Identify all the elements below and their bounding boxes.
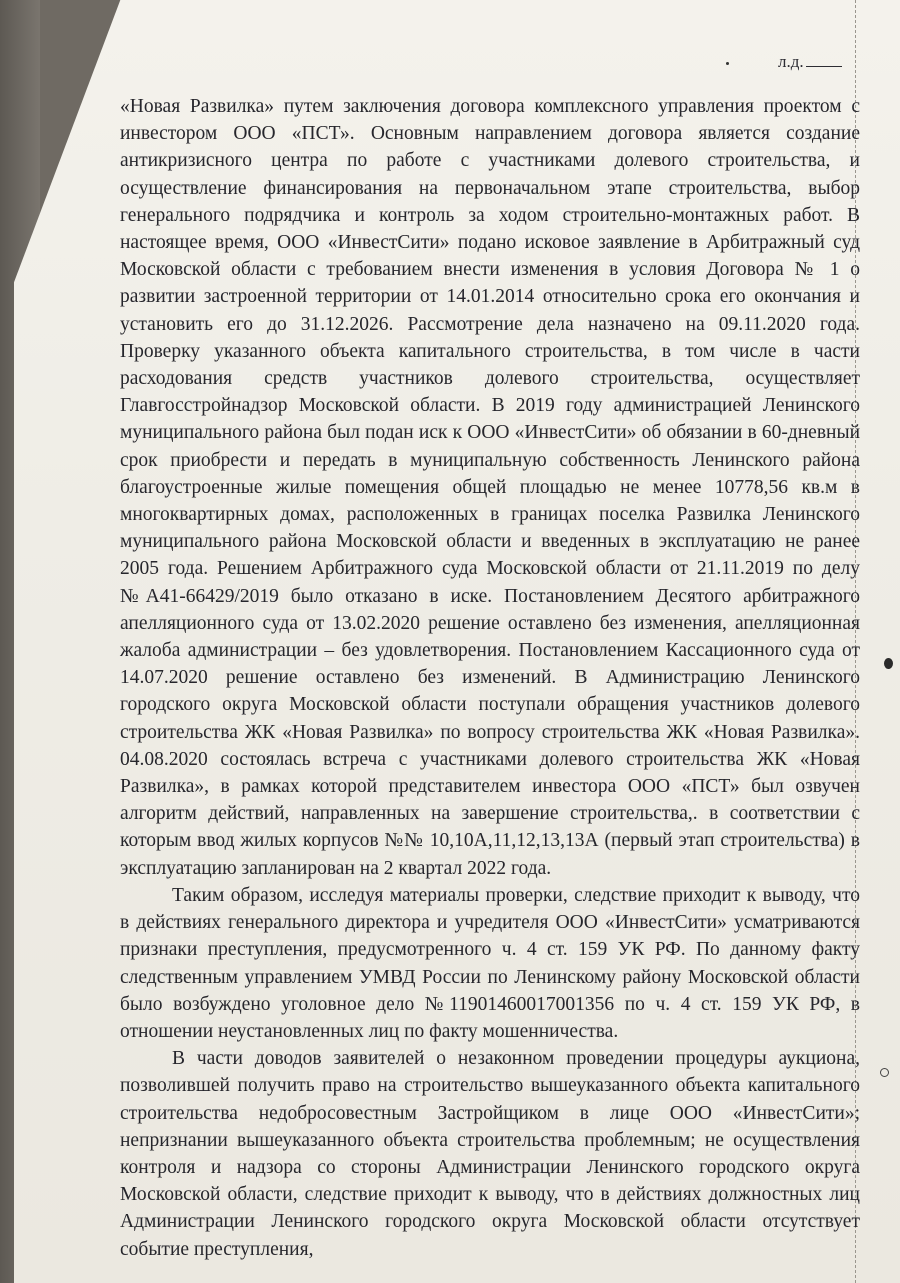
paragraph-2: Таким образом, исследуя материалы проверки, следствие приходит к выводу, что в действиях генерального директора и учредителя ООО «ИнвестСити» усматриваются признаки преступления, предусмотренного ч. 4 ст. 159 УК РФ. По данному факту следственным управлением УМВД России по Ленинскому району Московской области было возбуждено уголовное дело №11901460017001356 по ч. 4 ст. 159 УК РФ, в отношении неустановленных лиц по факту мошенничества. bbox=[120, 884, 860, 1042]
binding-hole bbox=[880, 1068, 889, 1077]
document-body bbox=[120, 93, 860, 1263]
page-number-blank bbox=[806, 66, 842, 67]
page-number-label: л.д. bbox=[778, 52, 804, 71]
paragraph-3: В части доводов заявителей о незаконном проведении процедуры аукциона, позволившей получить право на строительство вышеуказанного объекта капитального строительства недобросовестным Застройщиком в лице ООО «ИнвестСити»; непризнании вышеуказанного объекта строительства проблемным; не осуществления контроля и надзора со стороны Администрации Ленинского городского округа Московской области, следствие приходит к выводу, что в действиях должностных лиц Администрации Ленинского городского округа Московской области отсутствует событие преступления, bbox=[120, 1048, 860, 1260]
page-number-field bbox=[778, 52, 842, 72]
binding-hole bbox=[884, 658, 893, 669]
paragraph-1: «Новая Развилка» путем заключения договора комплексного управления проектом с инвестором ООО «ПСТ». Основным направлением договора является создание антикризисного центра по работе с участниками долевого строительства, и осуществление финансирования на первоначальном этапе строительства, выбор генерального подрядчика и контроль за ходом строительно-монтажных работ. В настоящее время, ООО «ИнвестСити» подано исковое заявление в Арбитражный суд Московской области с требованием внести изменения в условия Договора № 1 о развитии застроенной территории от 14.01.2014 относительно срока его окончания и установить его до 31.12.2026. Рассмотрение дела назначено на 09.11.2020 года. Проверку указанного объекта капитального строительства, в том числе в части расходования средств участников долевого строительства, осуществляет Главгосстройнадзор Московской области. В 2019 году администрацией Ленинского муниципального района был подан иск к ООО «ИнвестСити» об обязании в 60-дневный срок приобрести и передать в муниципальную собственность Ленинского района благоустроенные жилые помещения общей площадью не менее 10778,56 кв.м в многоквартирных домах, расположенных в границах поселка Развилка Ленинского муниципального района Московской области и введенных в эксплуатацию не ранее 2005 года. Решением Арбитражного суда Московской области от 21.11.2019 по делу №А41-66429/2019 было отказано в иске. Постановлением Десятого арбитражного апелляционного суда от 13.02.2020 решение оставлено без изменения, апелляционная жалоба администрации – без удовлетворения. Постановлением Кассационного суда от 14.07.2020 решение оставлено без изменений. В Администрацию Ленинского городского округа Московской области поступали обращения участников долевого строительства ЖК «Новая Развилка» по вопросу строительства ЖК «Новая Развилка». 04.08.2020 состоялась встреча с участниками долевого строительства ЖК «Новая Развилка», в рамках которой представителем инвестора ООО «ПСТ» был озвучен алгоритм действий, направленных на завершение строительства,. в соответствии с которым ввод жилых корпусов №№ 10,10А,11,12,13,13А (первый этап строительства) в эксплуатацию запланирован на 2 квартал 2022 года. bbox=[120, 96, 860, 879]
ink-dot bbox=[726, 62, 729, 65]
